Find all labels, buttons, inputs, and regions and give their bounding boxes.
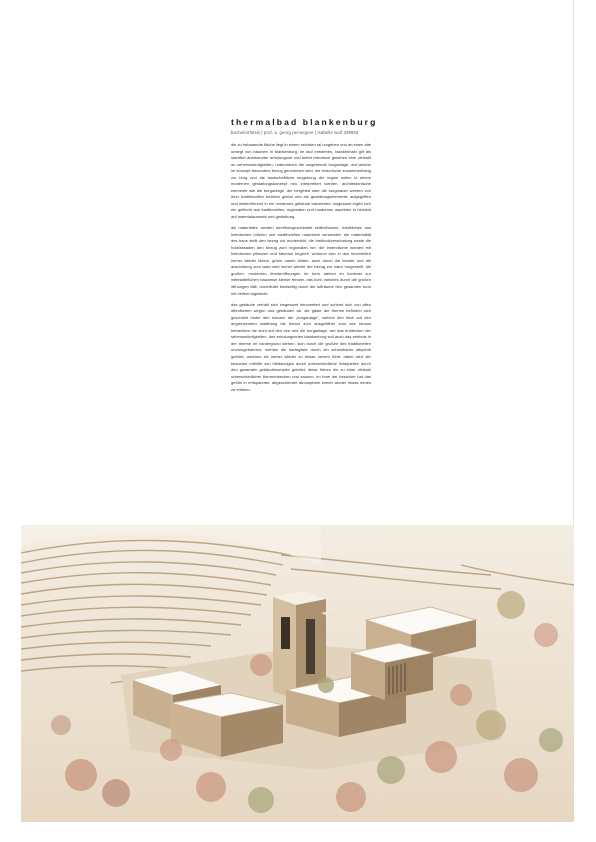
body-paragraph-1: die zu bebauende fläche liegt in einem seichten tal umgeben und an einen alte umlegt von bäumen in blankenburg. im lauf entstehen, blankenhain gilt als stadtlich anerkannter erholungsort und bietet historisch gesehen eine vielzahl an sehenswürdigkeiten. unterordnen die umgebende burganlage, auf welche im konzept besonders bezug genommen wird. der historische zusammenhang zur burg und die landschaftliche umgebung der region sollen in einem modernen gestaltungskonzept neu interpretiert werden. architektonische elemente wie die burganlage, der bergfried oder die burgmauer werden von ihrer traditionellen funktion gelöst und als gestaltungselemente aufgegriffen und weiterführend in ein modernes gebäude transferiert. insgesamt ergibt sich ein geflecht aus traditionellen, regionalen und modernen aspekten in hinsicht auf materialauswahl und gestaltung. bbox=[231, 142, 371, 220]
project-title: thermalbad blankenburg bbox=[231, 117, 378, 127]
model-illustration bbox=[21, 525, 574, 822]
project-subtitle: bachelorthesis | prof. a. georg pennegner | isabelle wolf 339863 bbox=[231, 130, 359, 135]
body-paragraph-2: als materialien werden streifholzgeschindelt zeitfreiholzen, holzflächen aus heimischen hölzern und traditionellen naturstein verwendet. die materialität des baus stellt den bezug zur modernität, die breitholzverschalung sowie die holzfassaden den bezug zum regionalen her. die innenräume werden mit heimischen pflanzen und bäumen begrünt, wodurch sich in den innenhöfen immer wieder kleine, grüne oasen bilden. auch durch die fenster und die ausrichtung zum wald wird immer wieder der bezug zur natur hergestellt. die großen, modernen fensteröffnungen im turm stehen im kontrast zur mittelalterlichen bauweise kleiner fenster. das licht, welches durch die großen öffnungen fällt, durchflutet beidseitig durch die lufträume den gesamten turm mit hellem tageslicht. bbox=[231, 225, 371, 296]
text-column bbox=[231, 117, 378, 398]
architectural-model-photo bbox=[21, 525, 574, 822]
body-paragraph-3: das gebäude verhält sich insgesamt introvertiert und schirmt sich von allen öffentlichen wegen und gebäuden ab. die gäste der therme befinden sich geschützt hinter den mauern der „burganlage", welche den blick auf den angrenzenden waldhang bis hinauf zum ausgeöffnet zum see hinaus betrachten die sicht auf den see und die burganlage. wie das entdecken der sehenswürdigkeiten, des erholungsortes blankenburg soll auch das erlebnis in der therme im vordergrund stehen. sich durch die großen des traditionellen unerzugebahnen, werden die badegäste durch ein scheinbares labyrinth geführt, welches sie immer wieder zu etwas neuem führt. dabei wird der besucher mithilfe von bildbezügen durch unterschiedliche lichtquellen durch den gesamten gebäudekomplex geleitet. diese führen ihn zu einer vielzahl unterschiedlicher thermenbecken und saunen. im form der besucher hat das gefühl in entspannter, abgeschirmter atmosphäre immer wieder etwas neues zu erleben. bbox=[231, 301, 371, 392]
